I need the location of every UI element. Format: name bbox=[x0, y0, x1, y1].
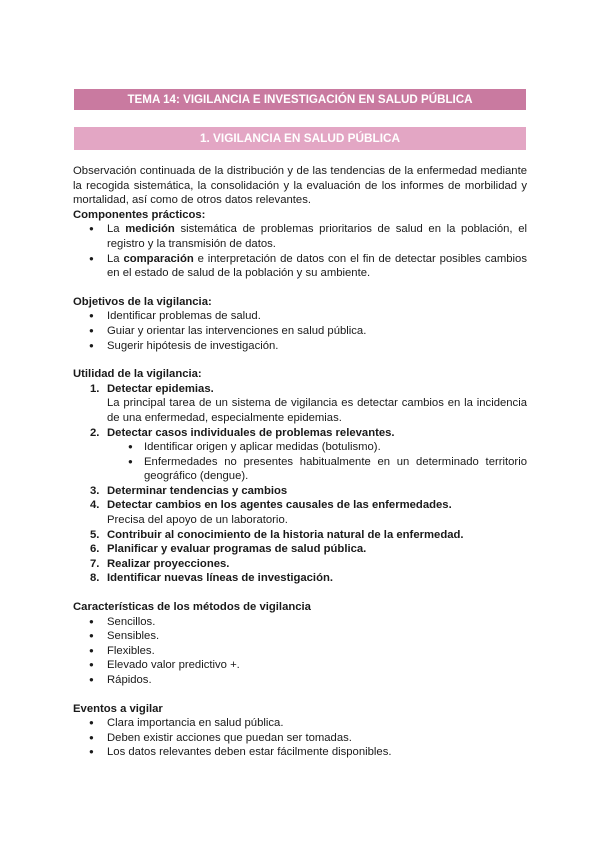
section-title-banner: 1. VIGILANCIA EN SALUD PÚBLICA bbox=[74, 127, 526, 150]
list-item: ● Elevado valor predictivo +. bbox=[89, 659, 240, 672]
bullet-icon: ● bbox=[89, 675, 94, 684]
eventos-heading: Eventos a vigilar bbox=[73, 702, 163, 715]
list-item: 8. Identificar nuevas líneas de investigación. bbox=[90, 572, 334, 585]
bullet-icon: ● bbox=[128, 442, 133, 452]
bullet-icon: ● bbox=[89, 747, 94, 757]
utilidad-heading: Utilidad de la vigilancia: bbox=[73, 368, 202, 381]
utilidad-sublist bbox=[73, 440, 527, 484]
document-body bbox=[73, 164, 527, 760]
topic-title-banner: TEMA 14: VIGILANCIA E INVESTIGACIÓN EN SALUD PÚBLICA bbox=[74, 89, 526, 110]
bullet-icon: ● bbox=[89, 631, 94, 641]
bullet-icon: ● bbox=[89, 732, 94, 742]
list-item: ● Flexibles. bbox=[89, 644, 155, 657]
list-item: 6. Planificar y evaluar programas de salud pública. bbox=[90, 543, 367, 556]
list-item: 7. Realizar proyecciones. bbox=[90, 557, 230, 570]
bullet-icon: ● bbox=[89, 224, 94, 234]
list-item: ● Guiar y orientar las intervenciones en salud pública. bbox=[89, 324, 367, 337]
list-item: 3. Determinar tendencias y cambios bbox=[90, 484, 288, 497]
list-item: 2. Detectar casos individuales de problemas relevantes. bbox=[90, 426, 395, 439]
list-item: ● Identificar problemas de salud. bbox=[89, 310, 261, 323]
list-item: ● Sensibles. bbox=[89, 630, 160, 643]
bullet-icon: ● bbox=[89, 311, 94, 321]
utilidad-list-cont bbox=[73, 484, 527, 586]
bullet-icon: ● bbox=[89, 616, 94, 626]
list-item: ● Sencillos. bbox=[89, 615, 156, 628]
eventos-list bbox=[73, 716, 527, 760]
bullet-icon: ● bbox=[89, 325, 94, 335]
list-item: 1. Detectar epidemias. La principal tarea de un sistema de vigilancia es detectar cambios en la incidencia de una enfermedad, especialmente epidemias. bbox=[90, 382, 527, 424]
intro-paragraph: Observación continuada de la distribución y de las tendencias de la enfermedad mediante la recogida sistemática, la consolidación y la evaluación de los informes de morbilidad y mortalidad, así como de otros datos relevantes. bbox=[73, 165, 527, 207]
list-item: ● Rápidos. bbox=[89, 674, 152, 686]
list-item: ● Enfermedades no presentes habitualmente en un determinado territorio geográfico (dengue). bbox=[128, 455, 527, 483]
bullet-icon: ● bbox=[89, 340, 94, 350]
utilidad-list bbox=[73, 382, 527, 440]
componentes-heading: Componentes prácticos: bbox=[73, 208, 206, 221]
list-item: ● La medición sistemática de problemas prioritarios de salud en la población, el registro y la transmisión de datos. bbox=[89, 223, 527, 250]
objetivos-list bbox=[73, 309, 527, 353]
bullet-icon: ● bbox=[89, 645, 94, 655]
list-item: ● Identificar origen y aplicar medidas (botulismo). bbox=[128, 441, 381, 454]
bullet-icon: ● bbox=[89, 253, 94, 263]
objetivos-heading: Objetivos de la vigilancia: bbox=[73, 295, 212, 308]
componentes-list bbox=[73, 222, 527, 280]
list-item: ● Clara importancia en salud pública. bbox=[89, 717, 284, 730]
caracteristicas-heading: Características de los métodos de vigilancia bbox=[73, 601, 311, 614]
list-item: ● Sugerir hipótesis de investigación. bbox=[89, 339, 279, 352]
list-item: ● La comparación e interpretación de datos con el fin de detectar posibles cambios en el estado de salud de la población y su ambiente. bbox=[89, 252, 527, 280]
bullet-icon: ● bbox=[89, 660, 94, 670]
bullet-icon: ● bbox=[89, 718, 94, 728]
list-item: ● Deben existir acciones que puedan ser tomadas. bbox=[89, 731, 352, 744]
list-item: 5. Contribuir al conocimiento de la historia natural de la enfermedad. bbox=[90, 528, 464, 541]
bullet-icon: ● bbox=[128, 456, 133, 466]
caracteristicas-list bbox=[73, 615, 527, 688]
list-item: ● Los datos relevantes deben estar fácilmente disponibles. bbox=[89, 746, 392, 759]
list-item: 4. Detectar cambios en los agentes causales de las enfermedades. Precisa del apoyo de un laboratorio. bbox=[90, 499, 452, 527]
